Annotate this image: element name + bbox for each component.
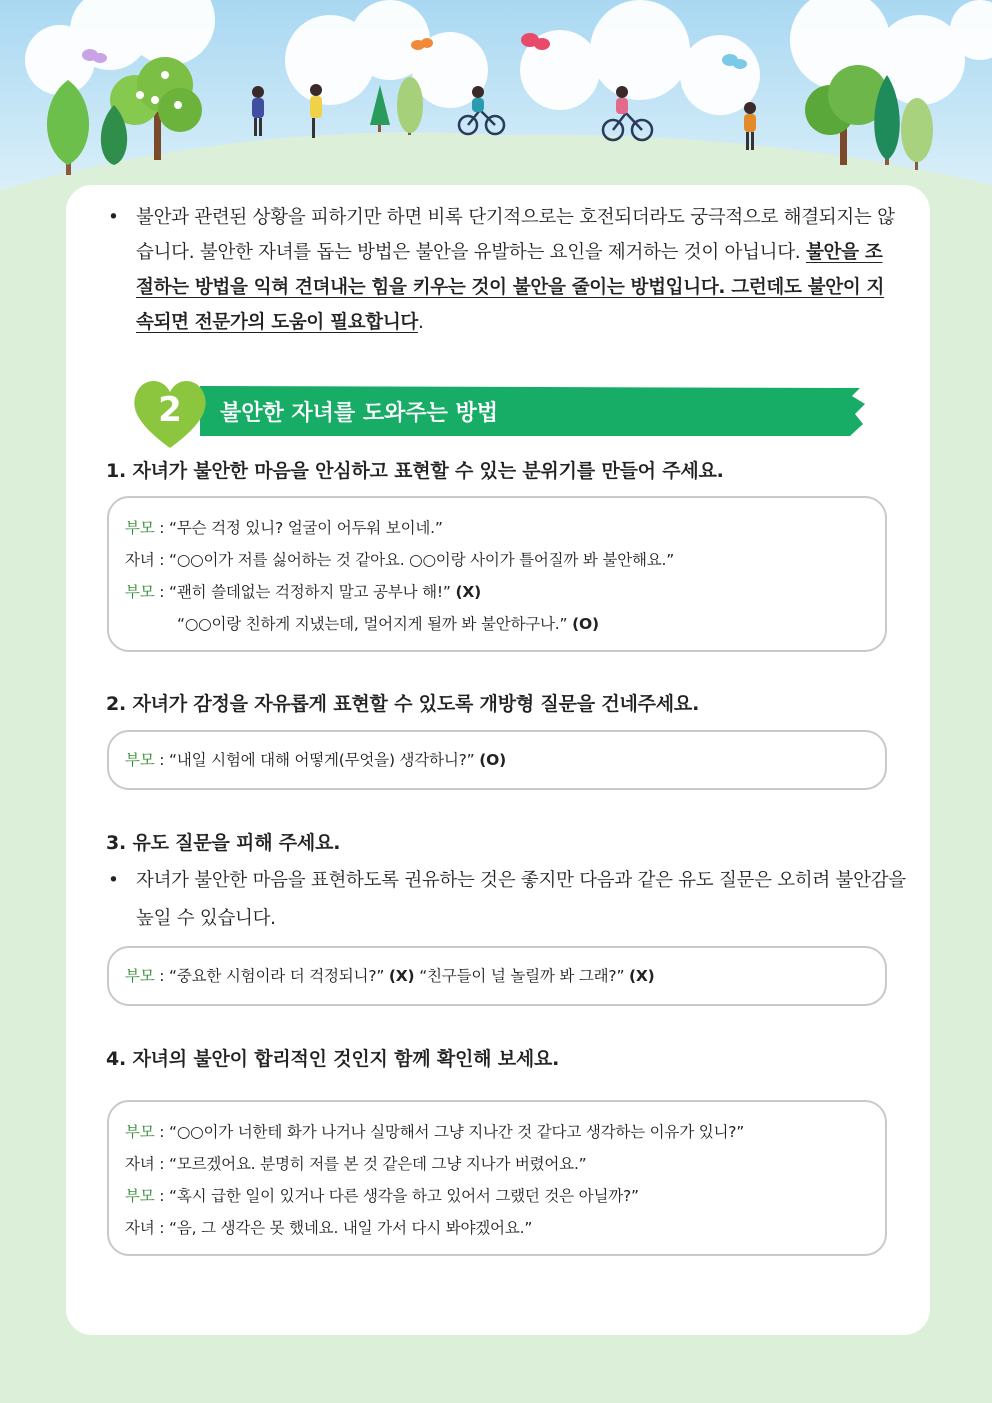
answer-mark: (X) — [629, 967, 655, 985]
section-number: 2 — [158, 390, 182, 430]
item-heading-3: 3. 유도 질문을 피해 주세요. — [106, 832, 341, 854]
item-heading-4: 4. 자녀의 불안이 합리적인 것인지 함께 확인해 보세요. — [106, 1048, 560, 1070]
speaker-label: 자녀 — [125, 551, 155, 569]
speaker-separator: : — [154, 519, 170, 537]
speaker-label: 부모 — [125, 1187, 155, 1205]
dialog-line — [125, 512, 869, 544]
dialog-text: “혹시 급한 일이 있거나 다른 생각을 하고 있어서 그랬던 것은 아닐까?” — [169, 1187, 639, 1205]
dialog-line — [125, 608, 869, 640]
dialog-line — [125, 962, 869, 990]
answer-mark: (X) — [388, 967, 415, 985]
dialog-line — [125, 746, 869, 774]
dialog-text: “무슨 걱정 있니? 얼굴이 어두워 보이네.” — [169, 519, 443, 537]
answer-mark: (X) — [455, 583, 481, 601]
speaker-separator: : — [154, 1155, 170, 1173]
dialog-box-3 — [107, 946, 887, 1006]
speaker-label: 부모 — [125, 519, 155, 537]
section-title: 불안한 자녀를 도와주는 방법 — [220, 401, 499, 426]
dialog-text: “○○이가 너한테 화가 나거나 실망해서 그냥 지나간 것 같다고 생각하는 이유가 있니?” — [169, 1123, 745, 1141]
dialog-box-4 — [107, 1100, 887, 1256]
person-icon — [616, 86, 628, 114]
dialog-text: “내일 시험에 대해 어떻게(무엇을) 생각하니?” — [169, 751, 475, 769]
intro-bullet — [106, 200, 896, 340]
intro-end: . — [418, 312, 424, 333]
speaker-separator: : — [154, 583, 170, 601]
bullet-marker: • — [108, 870, 119, 891]
speaker-label: 자녀 — [125, 1155, 155, 1173]
intro-emphasis: 불안을 조절하는 방법을 익혀 견뎌내는 힘을 키우는 것이 불안을 줄이는 방법입니다. 그런데도 불안이 지속되면 전문가의 도움이 필요합니다 — [136, 242, 885, 333]
speaker-label: 부모 — [125, 1123, 155, 1141]
item-3-bullet — [106, 862, 926, 938]
speaker-label: 부모 — [125, 583, 155, 601]
section-heading — [130, 374, 870, 464]
item-heading-1: 1. 자녀가 불안한 마음을 안심하고 표현할 수 있는 분위기를 만들어 주세요. — [106, 460, 724, 482]
dialog-line — [125, 1180, 869, 1212]
speaker-separator: : — [154, 751, 170, 769]
dialog-text: “음, 그 생각은 못 했네요. 내일 가서 다시 봐야겠어요.” — [169, 1219, 533, 1237]
answer-mark: (O) — [572, 615, 599, 633]
item-heading-2: 2. 자녀가 감정을 자유롭게 표현할 수 있도록 개방형 질문을 건네주세요. — [106, 693, 700, 715]
speaker-separator: : — [154, 1187, 170, 1205]
dialog-text: “모르겠어요. 분명히 저를 본 것 같은데 그냥 지나가 버렸어요.” — [169, 1155, 587, 1173]
speaker-label: 부모 — [125, 751, 155, 769]
speaker-separator: : — [154, 551, 170, 569]
dialog-line — [125, 576, 869, 608]
dialog-text: “○○이가 저를 싫어하는 것 같아요. ○○이랑 사이가 틀어질까 봐 불안해요.” — [169, 551, 675, 569]
dialog-text: “중요한 시험이라 더 걱정되니?” — [169, 967, 385, 985]
person-icon — [472, 86, 484, 112]
item-3-text: 자녀가 불안한 마음을 표현하도록 권유하는 것은 좋지만 다음과 같은 유도 질문은 오히려 불안감을 높일 수 있습니다. — [136, 870, 906, 929]
answer-mark: (O) — [479, 751, 506, 769]
intro-text: 불안과 관련된 상황을 피하기만 하면 비록 단기적으로는 호전되더라도 궁극적으로 해결되지는 않습니다. 불안한 자녀를 돕는 방법은 불안을 유발하는 요인을 제거하는 것이 아닙니다. — [136, 207, 895, 263]
dialog-line — [125, 1116, 869, 1148]
speaker-separator: : — [154, 1219, 170, 1237]
dialog-text: “친구들이 널 놀릴까 봐 그래?” — [419, 967, 625, 985]
dialog-box-2 — [107, 730, 887, 790]
dialog-line — [125, 1212, 869, 1244]
speaker-separator: : — [154, 967, 170, 985]
speaker-label: 자녀 — [125, 1219, 155, 1237]
dialog-line — [125, 544, 869, 576]
speaker-label: 부모 — [125, 967, 155, 985]
dialog-box-1 — [107, 496, 887, 652]
dialog-line — [125, 1148, 869, 1180]
bullet-marker: • — [108, 207, 119, 228]
dialog-text: “○○이랑 친하게 지냈는데, 멀어지게 될까 봐 불안하구나.” — [177, 615, 568, 633]
intro-paragraph — [106, 200, 896, 340]
speaker-separator: : — [154, 1123, 170, 1141]
dialog-text: “괜히 쓸데없는 걱정하지 말고 공부나 해!” — [169, 583, 451, 601]
